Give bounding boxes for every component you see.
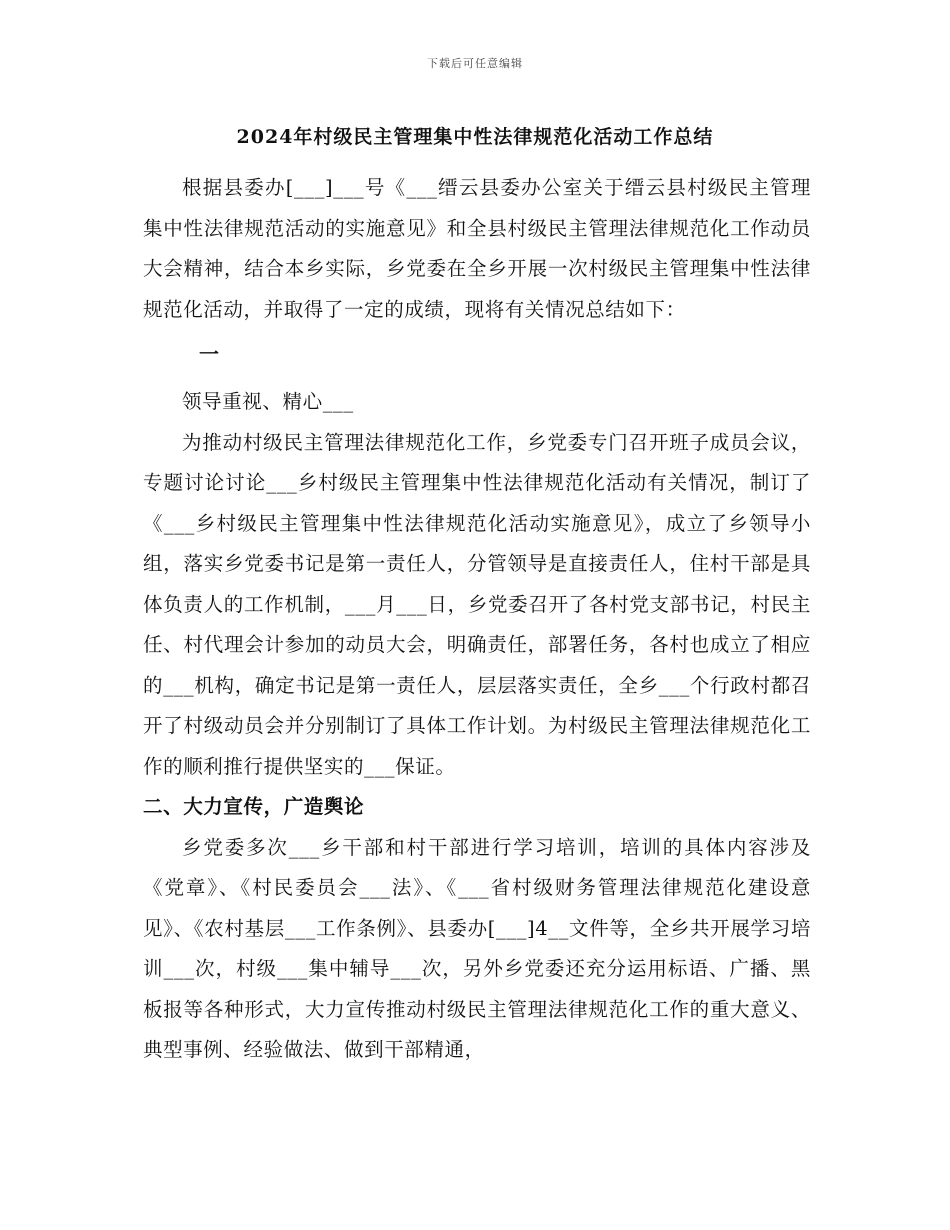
section-one-paragraph: 为推动村级民主管理法律规范化工作，乡党委专门召开班子成员会议，专题讨论讨论___乡村级民主管理集中性法律规范化活动有关情况，制订了《___乡村级民主管理集中性法律规范化活动实施意见》，成立了乡领导小组，落实乡党委书记是第一责任人，分管领导是直接责任人，住村干部是具体负责人的工作机制，___月___日，乡党委召开了各村党支部书记，村民主任、村代理会计参加的动员大会，明确责任，部署任务，各村也成立了相应的___机构，确定书记是第一责任人，层层落实责任，全乡___个行政村都召开了村级动员会并分别制订了具体工作计划。为村级民主管理法律规范化工作的顺利推行提供坚实的___保证。 [143,430,811,778]
intro-paragraph: 根据县委办[___]___号《___缙云县委办公室关于缙云县村级民主管理集中性法律规范活动的实施意见》和全县村级民主管理法律规范化工作动员大会精神，结合本乡实际，乡党委在全乡开展一次村级民主管理集中性法律规范化活动，并取得了一定的成绩，现将有关情况总结如下： [143,176,811,321]
header-note: 下载后可任意编辑 [427,57,523,70]
section-one-heading: 一 [199,342,219,366]
section-two-heading: 二、大力宣传，广造舆论 [143,795,365,818]
document-title: 2024年村级民主管理集中性法律规范化活动工作总结 [236,126,714,148]
section-two-paragraph: 乡党委多次___乡干部和村干部进行学习培训，培训的具体内容涉及《党章》、《村民委员会___法》、《___省村级财务管理法律规范化建设意见》、《农村基层___工作条例》、县委办[___]4__文件等，全乡共开展学习培训___次，村级___集中辅导___次，另外乡党委还充分运用标语、广播、黑板报等各种形式，大力宣传推动村级民主管理法律规范化工作的重大意义、典型事例、经验做法、做到干部精通， [143,835,811,1061]
section-one-subheading: 领导重视、精心___ [182,390,354,413]
document-body [143,168,811,1071]
